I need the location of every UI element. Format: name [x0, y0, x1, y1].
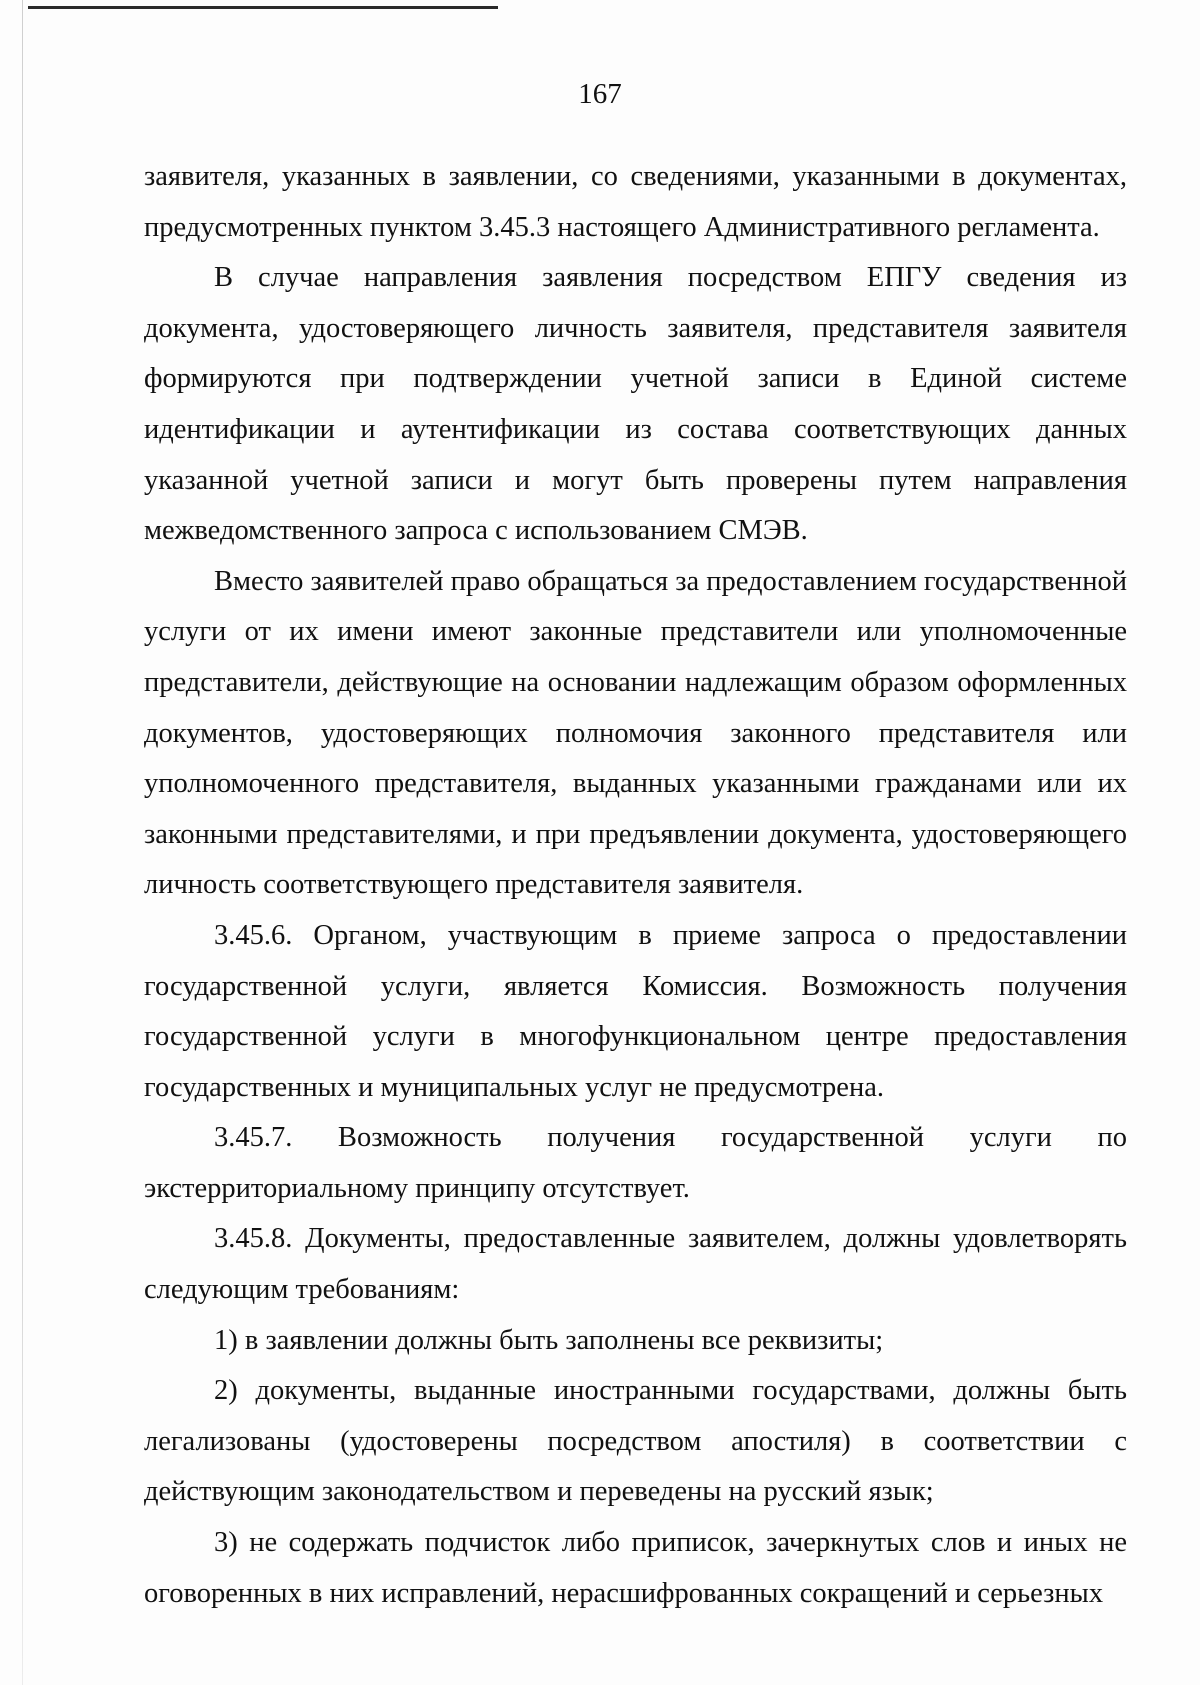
paragraph-3-45-8: 3.45.8. Документы, предоставленные заявителем, должны удовлетворять следующим требованиям:	[144, 1223, 1127, 1306]
paragraph-continuation: заявителя, указанных в заявлении, со сведениями, указанными в документах, предусмотренных пунктом 3.45.3 настоящего Административного регламента.	[144, 161, 1127, 243]
scan-left-edge	[22, 0, 23, 1685]
paragraph-representatives: Вместо заявителей право обращаться за предоставлением государственной услуги от их имени имеют законные представители или уполномоченные представители, действующие на основании надлежащим образом оформленных документов, удостоверяющих полномочия законного представителя или уполномоченного представителя, выданных указанными гражданами или их законными представителями, и при предъявлении документа, удостоверяющего личность соответствующего представителя заявителя.	[144, 565, 1127, 901]
list-item-1: 1) в заявлении должны быть заполнены все реквизиты;	[214, 1324, 884, 1356]
list-item-2: 2) документы, выданные иностранными государствами, должны быть легализованы (удостоверены посредством апостиля) в соответствии с действующим законодательством и переведены на русский язык;	[144, 1375, 1127, 1508]
paragraph-3-45-6: 3.45.6. Органом, участвующим в приеме запроса о предоставлении государственной услуги, является Комиссия. Возможность получения государственной услуги в многофункциональном центре предоставления государственных и муниципальных услуг не предусмотрена.	[144, 919, 1127, 1103]
document-body	[144, 152, 1127, 1619]
page-number: 167	[578, 78, 622, 110]
paragraph-epgu-data: В случае направления заявления посредством ЕПГУ сведения из документа, удостоверяющего личность заявителя, представителя заявителя формируются при подтверждении учетной записи в Единой системе идентификации и аутентификации из состава соответствующих данных указанной учетной записи и могут быть проверены путем направления межведомственного запроса с использованием СМЭВ.	[144, 262, 1127, 547]
scan-top-rule	[28, 6, 498, 9]
list-item-3: 3) не содержать подчисток либо приписок, зачеркнутых слов и иных не оговоренных в них исправлений, нерасшифрованных сокращений и серьезных	[144, 1527, 1127, 1609]
paragraph-3-45-7: 3.45.7. Возможность получения государственной услуги по экстерриториальному принципу отсутствует.	[144, 1122, 1127, 1204]
